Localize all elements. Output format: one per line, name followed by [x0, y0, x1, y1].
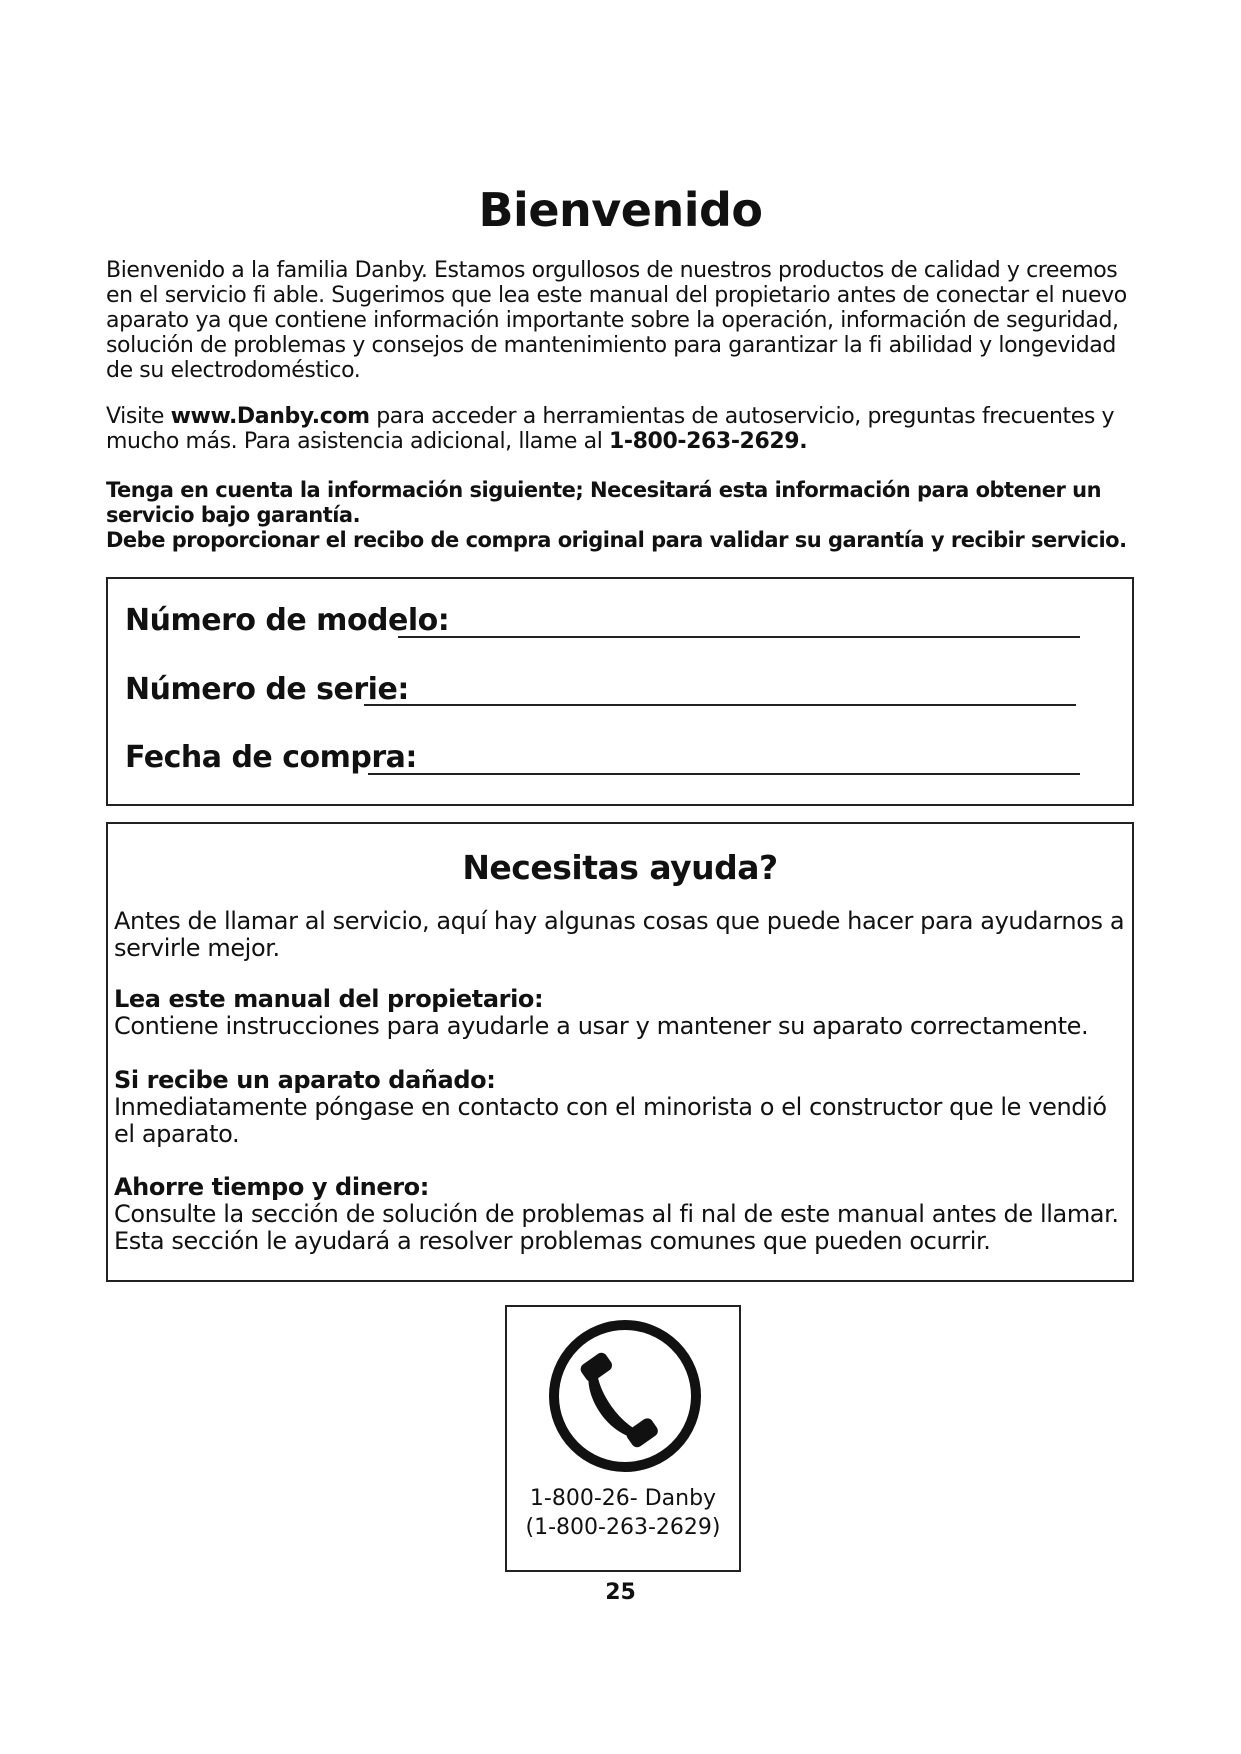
- serial-number-label: Número de serie:: [125, 672, 409, 707]
- purchase-date-field[interactable]: [368, 773, 1080, 775]
- model-number-field[interactable]: [398, 636, 1080, 638]
- page-title: Bienvenido: [478, 183, 763, 237]
- help-item: [114, 986, 1129, 1040]
- intro-paragraph: Bienvenido a la familia Danby. Estamos orgullosos de nuestros productos de calidad y creemos en el servicio fi able. Sugerimos que lea este manual del propietario antes de conectar el nuevo aparato ya que contiene información importante sobre la operación, información de seguridad, solución de problemas y consejos de mantenimiento para garantizar la fi abilidad y longevidad de su electrodoméstico.: [106, 258, 1127, 383]
- receipt-notice: Debe proporcionar el recibo de compra original para validar su garantía y recibir servicio.: [106, 528, 1127, 552]
- phone-vanity-number: 1-800-26- Danby: [529, 1486, 717, 1511]
- help-item-text: Inmediatamente póngase en contacto con el minorista o el constructor que le vendió el aparato.: [114, 1093, 1107, 1148]
- help-item-heading: Si recibe un aparato dañado:: [114, 1066, 496, 1094]
- help-intro: Antes de llamar al servicio, aquí hay algunas cosas que puede hacer para ayudarnos a servirle mejor.: [114, 907, 1125, 962]
- warranty-notice: Tenga en cuenta la información siguiente; Necesitará esta información para obtener un servicio bajo garantía.: [106, 478, 1102, 527]
- visit-prefix: Visite: [106, 404, 171, 429]
- help-item-text: Consulte la sección de solución de problemas al fi nal de este manual antes de llamar. Esta sección le ayudará a resolver problemas comunes que pueden ocurrir.: [114, 1200, 1119, 1255]
- purchase-date-label: Fecha de compra:: [125, 740, 417, 775]
- help-item-text: Contiene instrucciones para ayudarle a usar y mantener su aparato correctamente.: [114, 1012, 1089, 1040]
- help-item: [114, 1067, 1129, 1148]
- phone-icon: [545, 1316, 705, 1476]
- help-item-heading: Lea este manual del propietario:: [114, 985, 544, 1013]
- phone-number: (1-800-263-2629): [525, 1515, 721, 1540]
- model-number-label: Número de modelo:: [125, 603, 450, 638]
- support-phone: 1-800-263-2629.: [609, 429, 808, 454]
- visit-middle: para acceder a herramientas de autoservicio, preguntas frecuentes y mucho más. Para asistencia adicional, llame al: [106, 404, 1115, 454]
- help-item: [114, 1174, 1129, 1255]
- help-item-heading: Ahorre tiempo y dinero:: [114, 1173, 429, 1201]
- visit-paragraph: [106, 404, 1146, 454]
- help-title: Necesitas ayuda?: [462, 848, 778, 887]
- website-link[interactable]: www.Danby.com: [170, 404, 370, 429]
- serial-number-field[interactable]: [364, 704, 1076, 706]
- page-number: 25: [605, 1580, 636, 1605]
